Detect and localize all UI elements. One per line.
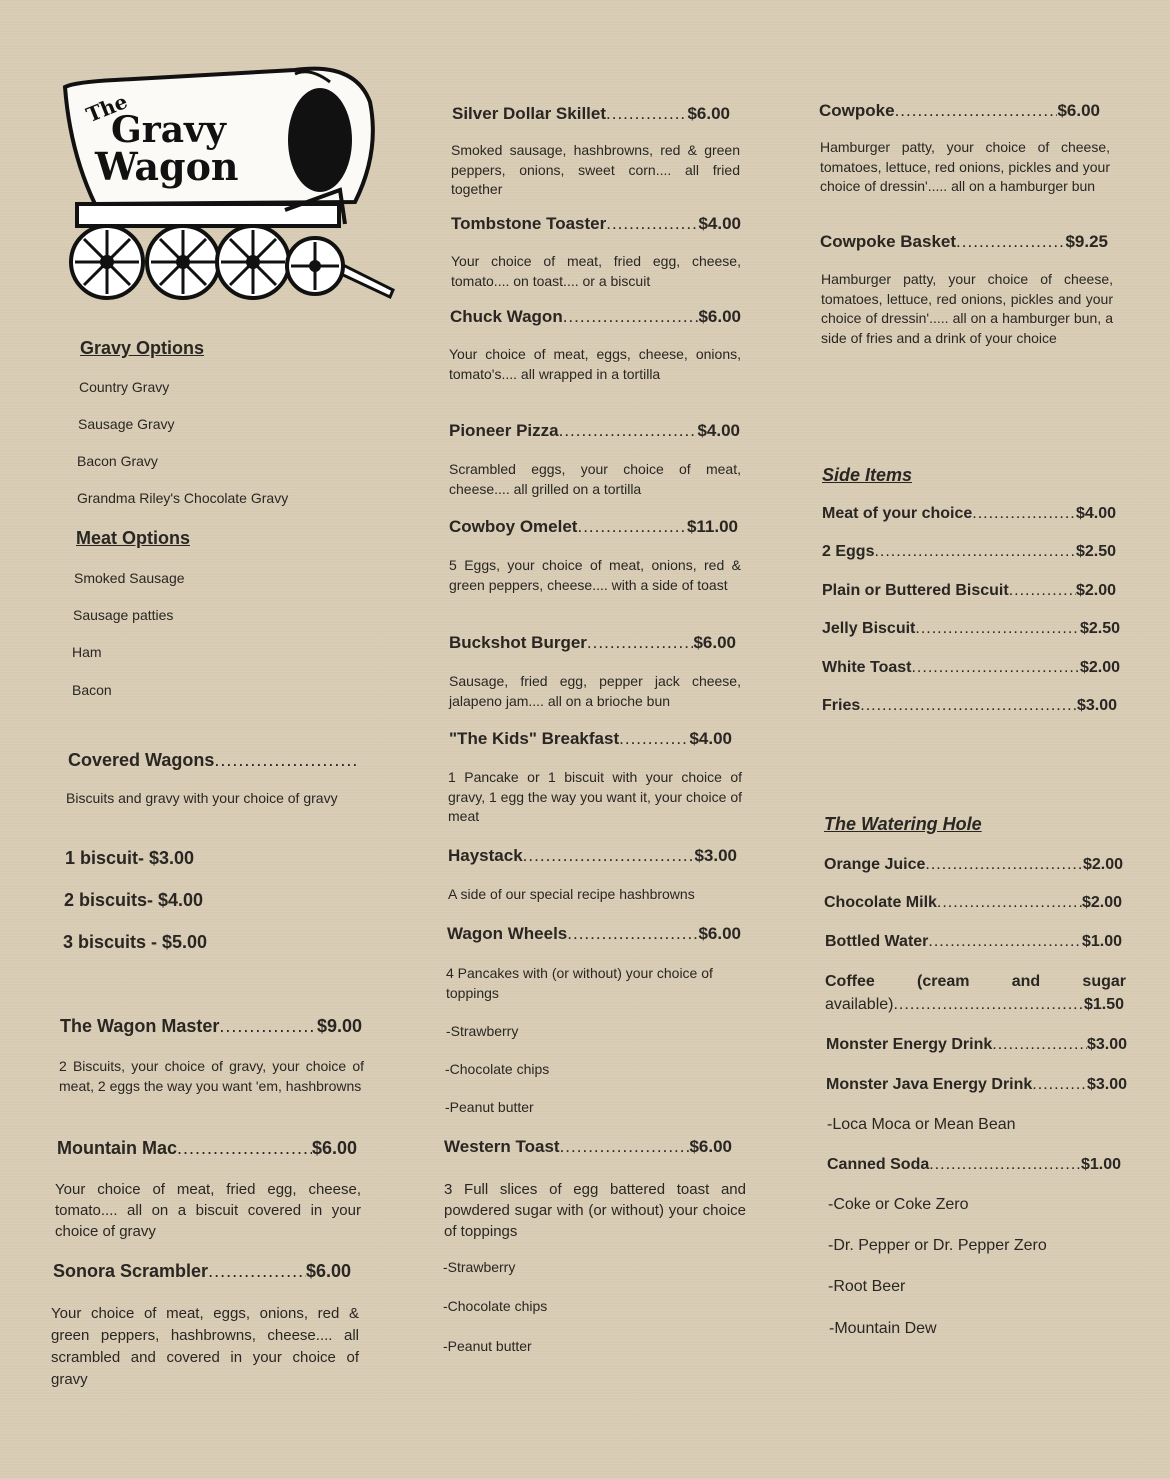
- topping-option: -Strawberry: [446, 1023, 519, 1039]
- biscuit-price: 3 biscuits - $5.00: [63, 932, 208, 952]
- soda-flavor: -Mountain Dew: [829, 1320, 937, 1337]
- buckshot-burger-desc: Sausage, fried egg, pepper jack cheese, jalapeno jam.... all on a brioche bun: [449, 673, 741, 709]
- tombstone-toaster-desc: Your choice of meat, fried egg, cheese, tomato.... on toast.... or a biscuit: [451, 253, 741, 289]
- silver-dollar-skillet-title: Silver Dollar Skillet ..... $6.00: [452, 104, 730, 124]
- cowpoke-basket-desc: Hamburger patty, your choice of cheese, tomatoes, lettuce, red onions, pickles and your choice of dressin'..... all on a hamburger bun, a side of fries and a drink of your choice: [821, 271, 1113, 346]
- biscuit-price: 1 biscuit- $3.00: [65, 848, 195, 868]
- topping-option: -Chocolate chips: [445, 1061, 550, 1077]
- cowpoke-desc: Hamburger patty, your choice of cheese, tomatoes, lettuce, red onions, pickles and your choice of dressin'..... all on a hamburger bun: [820, 139, 1110, 194]
- topping-option: -Chocolate chips: [443, 1298, 548, 1314]
- pioneer-pizza-title: Pioneer Pizza ..... $4.00: [449, 421, 740, 441]
- meat-option: Sausage patties: [73, 607, 174, 623]
- cowboy-omelet-title: Cowboy Omelet ..... $11.00: [449, 517, 738, 537]
- chuck-wagon-desc: Your choice of meat, eggs, cheese, onions, tomato's.... all wrapped in a tortilla: [449, 346, 741, 382]
- buckshot-burger-title: Buckshot Burger ..... $6.00: [449, 633, 736, 653]
- gravy-option: Sausage Gravy: [78, 416, 175, 432]
- cowpoke-title: Cowpoke ..... $6.00: [819, 101, 1100, 121]
- drink-row: Bottled Water ..... $1.00: [825, 933, 1122, 951]
- monster-row: Monster Energy Drink ..... $3.00: [826, 1036, 1127, 1054]
- wagon-wheels-desc: 4 Pancakes with (or without) your choice of toppings: [446, 965, 713, 1001]
- silver-dollar-skillet-desc: Smoked sausage, hashbrowns, red & green peppers, onions, sweet corn.... all fried together: [451, 142, 740, 197]
- western-toast-desc: 3 Full slices of egg battered toast and powdered sugar with (or without) your choice of toppings: [444, 1181, 746, 1240]
- canned-soda-row: Canned Soda ..... $1.00: [827, 1156, 1121, 1174]
- cowboy-omelet-desc: 5 Eggs, your choice of meat, onions, red & green peppers, cheese.... with a side of toast: [449, 557, 741, 593]
- watering-hole-heading: The Watering Hole: [824, 814, 982, 834]
- chuck-wagon-title: Chuck Wagon ..... $6.00: [450, 307, 741, 327]
- side-item-row: White Toast ..... $2.00: [822, 659, 1120, 677]
- meat-option: Bacon: [72, 682, 112, 698]
- topping-option: -Strawberry: [443, 1259, 516, 1275]
- soda-flavor: -Coke or Coke Zero: [828, 1196, 969, 1213]
- haystack-title: Haystack ..... $3.00: [448, 846, 737, 866]
- side-item-row: Meat of your choice ..... $4.00: [822, 505, 1116, 523]
- coffee-row: available) ..... $1.50: [825, 996, 1124, 1014]
- covered-wagons-title: Covered Wagons .....: [68, 750, 356, 771]
- gravy-option: Country Gravy: [79, 379, 170, 395]
- gravy-options-heading: Gravy Options: [80, 338, 205, 358]
- wagon-master-title: The Wagon Master ..... $9.00: [60, 1016, 362, 1037]
- gravy-option: Bacon Gravy: [77, 453, 158, 469]
- gravy-option: Grandma Riley's Chocolate Gravy: [77, 490, 289, 506]
- meat-option: Smoked Sausage: [74, 570, 185, 586]
- side-items-heading: Side Items: [822, 465, 913, 485]
- side-item-row: 2 Eggs ..... $2.50: [822, 543, 1116, 561]
- gravy-wagon-logo: [55, 62, 395, 307]
- drink-row: Chocolate Milk ..... $2.00: [824, 894, 1122, 912]
- monster-java-row: Monster Java Energy Drink ..... $3.00: [826, 1076, 1127, 1094]
- meat-option: Ham: [72, 644, 102, 660]
- wagon-wheels-title: Wagon Wheels ..... $6.00: [447, 924, 741, 944]
- mountain-mac-title: Mountain Mac ..... $6.00: [57, 1138, 357, 1159]
- biscuit-price: 2 biscuits- $4.00: [64, 890, 204, 910]
- side-item-row: Plain or Buttered Biscuit ..... $2.00: [822, 582, 1116, 600]
- pioneer-pizza-desc: Scrambled eggs, your choice of meat, cheese.... all grilled on a tortilla: [449, 461, 741, 497]
- topping-option: -Peanut butter: [445, 1099, 534, 1115]
- sonora-scrambler-desc: Your choice of meat, eggs, onions, red & green peppers, hashbrowns, cheese.... all scrambled and covered in your choice of gravy: [51, 1305, 359, 1388]
- side-item-row: Jelly Biscuit ..... $2.50: [822, 620, 1120, 638]
- drink-row: Orange Juice ..... $2.00: [824, 856, 1123, 874]
- mountain-mac-desc: Your choice of meat, fried egg, cheese, tomato.... all on a biscuit covered in your choice of gravy: [55, 1181, 361, 1240]
- logo-the: The: [82, 89, 131, 128]
- coffee-line1: Coffee (cream and sugar: [825, 973, 1126, 990]
- western-toast-title: Western Toast ..... $6.00: [444, 1137, 732, 1157]
- kids-breakfast-desc: 1 Pancake or 1 biscuit with your choice of gravy, 1 egg the way you want it, your choice of meat: [448, 769, 742, 824]
- topping-option: -Peanut butter: [443, 1338, 532, 1354]
- java-flavors: -Loca Moca or Mean Bean: [827, 1116, 1016, 1133]
- haystack-desc: A side of our special recipe hashbrowns: [448, 886, 695, 902]
- cowpoke-basket-title: Cowpoke Basket ..... $9.25: [820, 232, 1108, 252]
- soda-flavor: -Dr. Pepper or Dr. Pepper Zero: [828, 1237, 1047, 1254]
- soda-flavor: -Root Beer: [828, 1278, 906, 1295]
- logo-wagon: Wagon: [95, 144, 239, 189]
- covered-wagons-desc: Biscuits and gravy with your choice of gravy: [66, 790, 338, 806]
- logo-gravy: Gravy: [111, 109, 226, 151]
- sonora-scrambler-title: Sonora Scrambler ..... $6.00: [53, 1261, 351, 1282]
- meat-options-heading: Meat Options: [76, 528, 191, 548]
- tombstone-toaster-title: Tombstone Toaster ..... $4.00: [451, 214, 741, 234]
- wagon-master-desc: 2 Biscuits, your choice of gravy, your choice of meat, 2 eggs the way you want 'em, hashbrowns: [59, 1058, 364, 1094]
- kids-breakfast-title: "The Kids" Breakfast ..... $4.00: [449, 729, 732, 749]
- side-item-row: Fries ..... $3.00: [822, 697, 1117, 715]
